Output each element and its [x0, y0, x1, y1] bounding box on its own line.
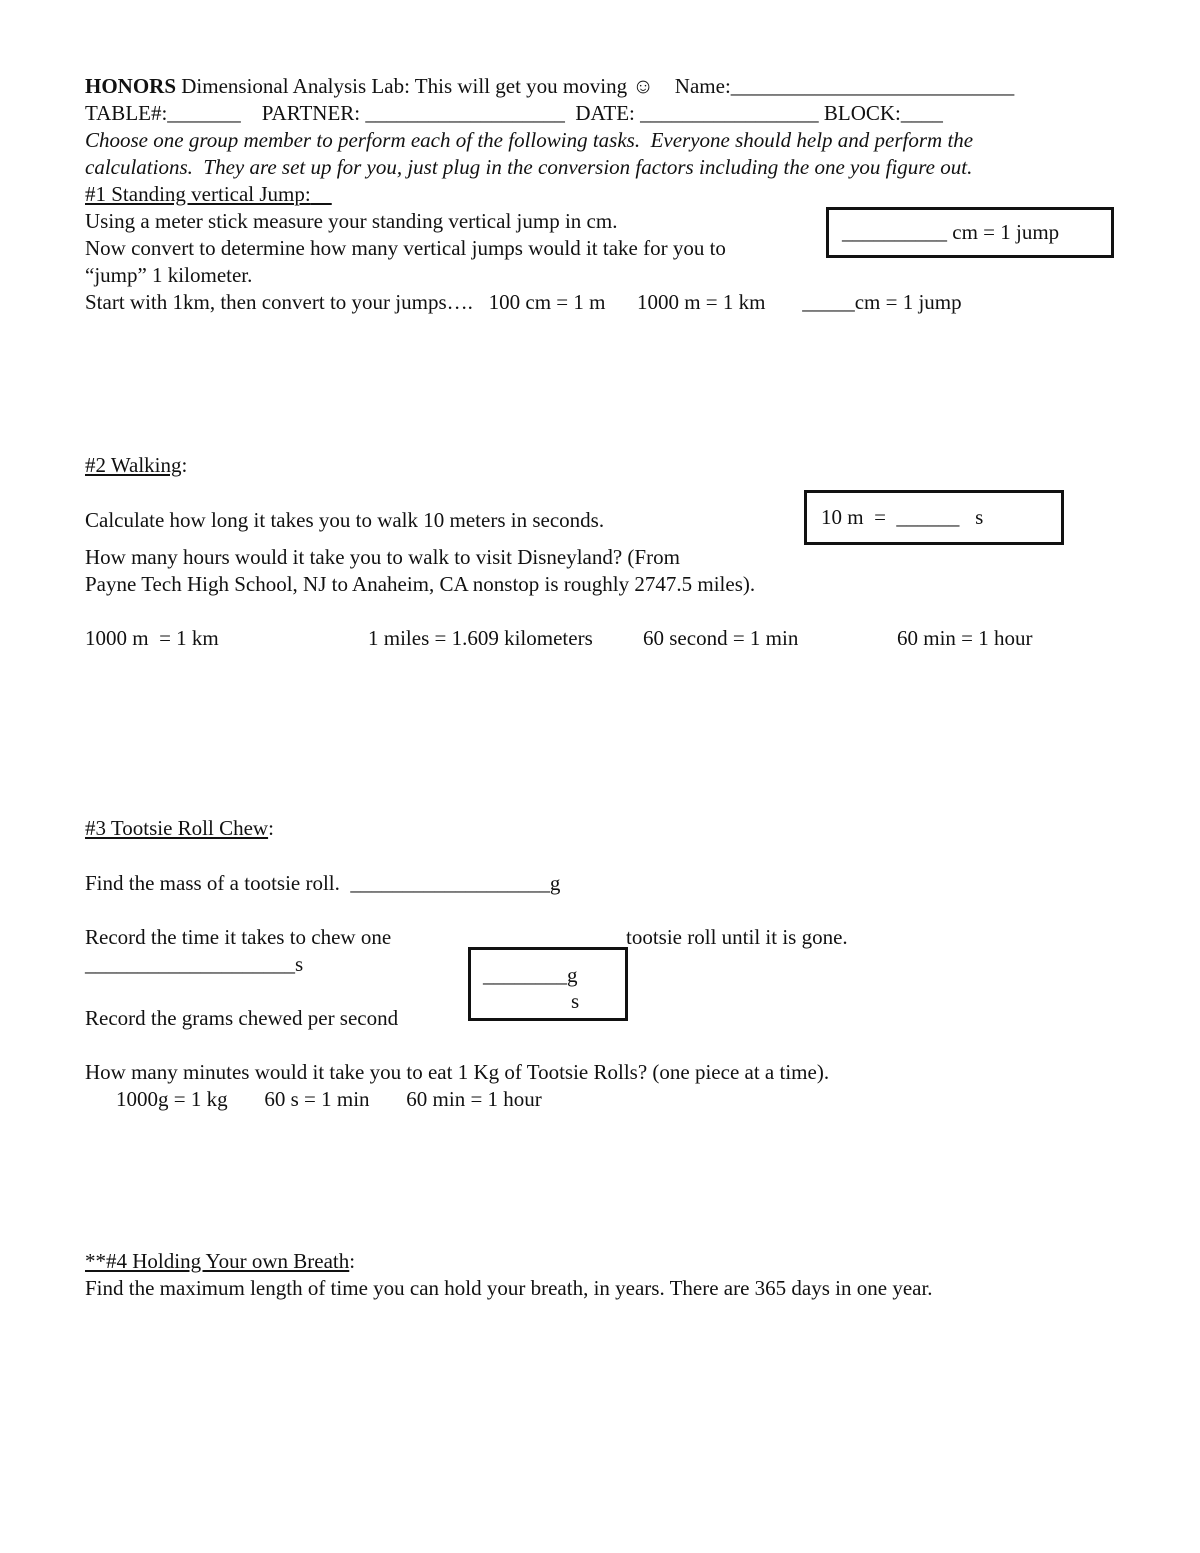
walk-time-box[interactable] — [804, 490, 1064, 545]
section-4-line-1: Find the maximum length of time you can hold your breath, in years. There are 365 days in one year. — [85, 1276, 933, 1300]
section-2-conv-3: 60 second = 1 min — [643, 626, 799, 650]
section-2-conv-1: 1000 m = 1 km — [85, 626, 219, 650]
tootsie-conversions: 1000g = 1 kg 60 s = 1 min 60 min = 1 hour — [116, 1087, 542, 1111]
page-title — [85, 73, 1014, 99]
section-4-heading: **#4 Holding Your own Breath: — [85, 1249, 356, 1273]
chew-time-blank[interactable]: ____________________s — [85, 952, 304, 976]
honors-label: HONORS — [85, 74, 177, 98]
title-text: Dimensional Analysis Lab: This will get you moving ☺ Name: — [176, 74, 731, 98]
section-2-line-2: How many hours would it take you to walk to visit Disneyland? (From — [85, 545, 680, 569]
section-1-line-2: Now convert to determine how many vertical jumps would it take for you to — [85, 236, 726, 260]
section-2-heading: #2 Walking: — [85, 453, 188, 477]
tootsie-mass-line[interactable]: Find the mass of a tootsie roll. ___________________g — [85, 871, 561, 895]
instructions-line-2: calculations. They are set up for you, just plug in the conversion factors including the one you figure out. — [85, 155, 973, 179]
tootsie-question: How many minutes would it take you to eat 1 Kg of Tootsie Rolls? (one piece at a time). — [85, 1060, 830, 1084]
section-1-heading: #1 Standing vertical Jump: — [85, 182, 311, 206]
section-2-conv-4: 60 min = 1 hour — [897, 626, 1033, 650]
section-1-conversions[interactable]: Start with 1km, then convert to your jumps…. 100 cm = 1 m 1000 m = 1 km _____cm = 1 jump — [85, 290, 962, 314]
grams-numerator: ________g — [483, 963, 578, 987]
name-blank[interactable]: ___________________________ — [730, 74, 1015, 98]
section-1-line-3: “jump” 1 kilometer. — [85, 263, 253, 287]
grams-per-second-box[interactable] — [468, 947, 628, 1021]
instructions-line-1: Choose one group member to perform each of the following tasks. Everyone should help and perform the — [85, 128, 974, 152]
section-2-line-1: Calculate how long it takes you to walk 10 meters in seconds. — [85, 508, 605, 532]
section-2-line-3: Payne Tech High School, NJ to Anaheim, CA nonstop is roughly 2747.5 miles). — [85, 572, 756, 596]
jump-answer-box[interactable] — [826, 207, 1114, 258]
chew-time-line-b: tootsie roll until it is gone. — [626, 925, 848, 949]
header-fields-line[interactable]: TABLE#:_______ PARTNER: ___________________ DATE: _________________ BLOCK:____ — [85, 101, 943, 125]
jump-answer-text: __________ cm = 1 jump — [842, 220, 1060, 244]
section-2-conv-2: 1 miles = 1.609 kilometers — [368, 626, 593, 650]
chew-time-line-a: Record the time it takes to chew one — [85, 925, 392, 949]
seconds-denominator: s — [571, 989, 580, 1013]
section-3-heading: #3 Tootsie Roll Chew: — [85, 816, 274, 840]
walk-time-text: 10 m = ______ s — [821, 505, 984, 529]
section-1-line-1: Using a meter stick measure your standing vertical jump in cm. — [85, 209, 618, 233]
grams-per-second-line: Record the grams chewed per second — [85, 1006, 399, 1030]
